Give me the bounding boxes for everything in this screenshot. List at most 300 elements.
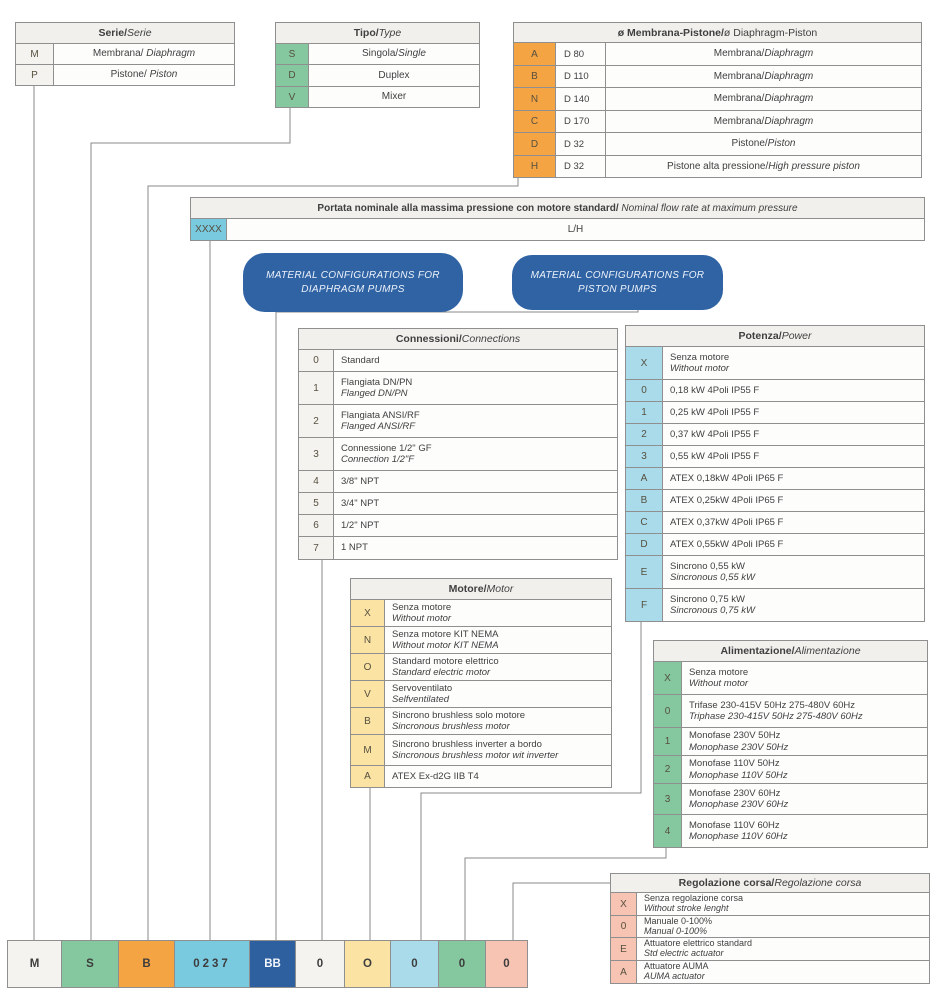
row-label-en: Sincronous 0,75 kW [670, 605, 756, 616]
row-desc [606, 156, 921, 177]
row-key-label: X [364, 607, 371, 619]
table-title-en: ø Diaphragm-Piston [723, 26, 818, 39]
row-key-label: A [364, 771, 371, 782]
row-key [626, 589, 663, 621]
row-desc [309, 44, 479, 64]
table-title-en: Type [378, 27, 402, 39]
row-key-label: X [620, 898, 627, 910]
row-desc [637, 938, 929, 960]
row-label-en: Flanged DN/PN [341, 388, 408, 399]
row-label-en: Standard electric motor [392, 667, 491, 678]
table-title-it: ø Membrana-Pistone/ [617, 26, 724, 39]
code-cell-value: M [29, 958, 40, 970]
row-key-label: 2 [313, 415, 319, 427]
row-label-en: Monophase 230V 50Hz [689, 741, 789, 753]
row-desc [309, 65, 479, 86]
table-row [350, 766, 612, 788]
row-desc [54, 65, 234, 85]
table-title-en: Connections [461, 333, 521, 345]
row-key [351, 708, 385, 734]
row-desc [663, 468, 924, 489]
row-key [299, 537, 334, 559]
table-row [350, 654, 612, 681]
table-row [625, 402, 925, 424]
row-desc [606, 133, 921, 155]
code-strip [7, 940, 528, 988]
row-key-label: X [640, 357, 648, 369]
row-key [514, 156, 556, 177]
row-label-en: Piston [149, 69, 178, 81]
row-size-label: D 32 [564, 138, 585, 150]
row-key-label: A [531, 48, 538, 60]
row-key [299, 515, 334, 536]
row-key-label: D [640, 539, 648, 550]
row-label-it: 3/8" NPT [341, 475, 380, 487]
table-row [298, 515, 618, 537]
row-key [626, 534, 663, 555]
code-cell-value: 0 [503, 958, 510, 970]
row-label-en: Sincronous brushless motor [392, 721, 510, 732]
table-row [625, 424, 925, 446]
row-desc [663, 402, 924, 423]
code-cell-value: O [363, 958, 372, 970]
row-key-label: 5 [313, 498, 319, 509]
row-desc [334, 493, 617, 514]
code-cell [390, 940, 439, 988]
row-desc [334, 438, 617, 470]
row-desc [606, 111, 921, 132]
row-label-it: Flangiata ANSI/RF [341, 409, 420, 421]
table-title-it: Regolazione corsa/ [678, 877, 775, 889]
row-desc [663, 556, 924, 588]
row-key [654, 728, 682, 755]
row-key [16, 65, 54, 85]
row-label-it: Sincrono brushless solo motore [392, 709, 526, 721]
row-label-it: Standard motore elettrico [392, 655, 499, 667]
row-key-label: 1 [641, 407, 647, 418]
row-key-label: N [530, 93, 539, 105]
row-key-label: A [640, 473, 648, 484]
row-label-en: High pressure piston [768, 160, 860, 172]
row-size [556, 66, 606, 87]
row-key-label: D [288, 70, 296, 81]
row-key-label: 7 [313, 542, 319, 554]
table-row [625, 347, 925, 380]
table-row [298, 471, 618, 493]
row-desc [682, 728, 927, 755]
row-desc [54, 44, 234, 64]
serie-table [15, 22, 235, 86]
table-row [513, 43, 922, 66]
row-key [626, 556, 663, 588]
row-key-label: 1 [664, 736, 671, 747]
table-row [610, 893, 930, 916]
row-key-label: C [640, 517, 648, 528]
row-desc [663, 446, 924, 467]
row-label-it: Senza regolazione corsa [644, 893, 744, 904]
row-label-it: 0,55 kW 4Poli IP55 F [670, 450, 760, 462]
row-label-it: 0,25 kW 4Poli IP55 F [670, 406, 760, 418]
row-desc [334, 350, 617, 371]
row-key [626, 446, 663, 467]
row-label-en: Diaphragm [146, 48, 196, 60]
portata-table [190, 197, 925, 241]
row-desc [637, 961, 929, 983]
row-desc [663, 589, 924, 621]
row-label-it: Attuatore AUMA [644, 961, 709, 972]
row-desc [334, 372, 617, 404]
row-key-label: 3 [641, 451, 647, 462]
code-cell-value: S [86, 958, 94, 970]
row-key [626, 512, 663, 533]
row-desc [682, 695, 927, 727]
table-row [15, 44, 235, 65]
connessioni-table [298, 328, 618, 560]
table-title-it: Motore/ [448, 583, 487, 595]
diametro-table [513, 22, 922, 178]
row-key-label: A [620, 966, 627, 978]
table-title-en: Power [781, 330, 812, 342]
row-desc [663, 534, 924, 555]
row-key [514, 66, 556, 87]
row-key [611, 938, 637, 960]
row-key [654, 756, 682, 783]
row-label-it: Membrana/ [713, 115, 765, 127]
table-row [513, 88, 922, 111]
row-key-label: D [530, 138, 539, 150]
row-size-label: D 80 [564, 48, 585, 60]
row-size-label: D 110 [564, 71, 589, 82]
table-title-it: Connessioni/ [395, 333, 462, 345]
table-row [625, 468, 925, 490]
row-key [626, 402, 663, 423]
row-key-label: N [363, 634, 372, 646]
row-label-it: 3/4" NPT [341, 497, 380, 509]
table-header [610, 873, 930, 893]
code-cell-value: 0 [458, 958, 466, 970]
row-desc [606, 43, 921, 65]
row-key [351, 735, 385, 765]
row-label-en: Sincronous 0,55 kW [670, 572, 756, 583]
row-label-it: 1/2" NPT [341, 519, 380, 531]
table-row [298, 372, 618, 405]
row-label-en: Diaphragm [764, 93, 814, 105]
row-label-it: Senza motore KIT NEMA [392, 628, 499, 640]
table-row [653, 695, 928, 728]
row-key [514, 111, 556, 132]
row-label-it: Standard [341, 354, 380, 366]
row-desc [682, 815, 927, 847]
row-desc: L/H [567, 223, 584, 235]
row-key-label: 0 [620, 921, 627, 932]
code-cell [249, 940, 296, 988]
table-row [513, 133, 922, 156]
row-desc [334, 515, 617, 536]
table-title-it: Alimentazione/ [720, 645, 795, 657]
row-key-label: M [30, 48, 39, 60]
table-header [625, 325, 925, 347]
code-cell [118, 940, 175, 988]
row-key-label: 0 [313, 355, 319, 366]
row-size [556, 43, 606, 65]
code-cell [61, 940, 119, 988]
row-label-it: Pistone/ [731, 138, 768, 150]
row-label-it: Monofase 230V 60Hz [689, 787, 781, 799]
table-row [275, 87, 480, 108]
row-label-it: ATEX Ex-d2G IIB T4 [392, 770, 479, 782]
row-label-en: Without motor [670, 363, 730, 374]
row-label-it: Monofase 110V 50Hz [689, 758, 780, 770]
row-desc [385, 766, 611, 787]
row-key-label: 4 [313, 476, 319, 487]
row-label-en: Single [398, 48, 426, 60]
row-label-it: Senza motore [670, 351, 730, 363]
row-key [626, 468, 663, 489]
row-key [276, 44, 309, 64]
table-row [653, 784, 928, 815]
row-key [299, 471, 334, 492]
table-row [653, 815, 928, 848]
row-label-it: Pistone alta pressione/ [667, 160, 769, 172]
row-label-en: Sincronous brushless motor wit inverter [392, 750, 559, 761]
row-label-en: Selfventilated [392, 694, 450, 705]
table-title-en: Motor [486, 583, 514, 595]
table-row [298, 438, 618, 471]
row-desc [663, 512, 924, 533]
row-key-label: H [530, 161, 539, 172]
row-desc [663, 424, 924, 445]
row-label-it: Mixer [381, 91, 407, 103]
material-box-diaphragm: MATERIAL CONFIGURATIONS FOR DIAPHRAGM PUMPS [243, 253, 463, 312]
row-key [611, 893, 637, 915]
row-key-label: M [363, 744, 372, 756]
row-key-label: 2 [641, 429, 647, 440]
row-label-it: Trifase 230-415V 50Hz 275-480V 60Hz [689, 699, 855, 711]
row-key [654, 662, 682, 694]
table-row [350, 627, 612, 654]
row-size-label: D 32 [564, 161, 585, 172]
row-key-label: 0 [641, 385, 647, 396]
row-label-en: Piston [767, 138, 796, 150]
row-size-label: D 170 [564, 116, 590, 127]
table-row [625, 512, 925, 534]
table-row [625, 490, 925, 512]
row-desc [663, 347, 924, 379]
table-row [275, 65, 480, 87]
table-title-en: Regolazione corsa [774, 877, 862, 889]
row-label-it: Senza motore [689, 666, 749, 678]
row-size-label: D 140 [564, 93, 590, 105]
table-row [653, 662, 928, 695]
row-key [351, 600, 385, 626]
row-label-en: Manual 0-100% [644, 925, 708, 936]
code-cell [295, 940, 345, 988]
row-key [654, 815, 682, 847]
row-size [556, 88, 606, 110]
row-label-en: Monophase 110V 60Hz [689, 831, 788, 842]
row-desc [682, 784, 927, 814]
row-desc [606, 88, 921, 110]
table-row [625, 534, 925, 556]
row-label-it: Sincrono brushless inverter a bordo [392, 738, 542, 750]
row-label-en: Triphase 230-415V 50Hz 275-480V 60Hz [689, 711, 863, 722]
row-key [299, 493, 334, 514]
code-cell-value: BB [264, 958, 281, 970]
table-header [298, 328, 618, 350]
table-header [275, 22, 480, 44]
row-label-en: Flanged ANSI/RF [341, 421, 416, 432]
row-key [626, 490, 663, 511]
row-label-it: Duplex [378, 69, 410, 81]
portata-header [190, 197, 925, 219]
table-row [610, 938, 930, 961]
row-desc [385, 627, 611, 653]
row-size [556, 156, 606, 177]
row-size [556, 111, 606, 132]
row-desc [606, 66, 921, 87]
row-key [351, 766, 385, 787]
row-label-it: Sincrono 0,75 kW [670, 593, 745, 605]
row-label-it: Singola/ [362, 48, 399, 60]
row-key [16, 44, 54, 64]
code-cell-value: 0237 [193, 958, 231, 970]
row-label-en: Diaphragm [764, 48, 814, 60]
row-label-it: 0,18 kW 4Poli IP55 F [670, 384, 760, 396]
table-row [298, 537, 618, 560]
tipo-table [275, 22, 480, 108]
portata-title-it: Portata nominale alla massima pressione con motore standard/ [317, 202, 622, 214]
row-desc [385, 654, 611, 680]
row-label-it: Pistone/ [110, 69, 150, 81]
row-desc [385, 735, 611, 765]
row-key-label: 1 [313, 382, 319, 394]
row-key-label: 0 [664, 705, 671, 717]
table-title-it: Serie/ [98, 27, 128, 39]
row-key-label: F [640, 599, 648, 611]
table-row [298, 493, 618, 515]
row-desc [334, 471, 617, 492]
motore-table [350, 578, 612, 788]
table-row [275, 44, 480, 65]
regolazione-table [610, 873, 930, 984]
table-row [625, 380, 925, 402]
row-key-label: E [620, 943, 627, 955]
code-cell [7, 940, 62, 988]
row-label-it: Monofase 230V 50Hz [689, 730, 781, 742]
row-key-label: 6 [313, 520, 319, 531]
code-cell-value: 0 [316, 958, 324, 970]
row-key [514, 43, 556, 65]
table-row [625, 556, 925, 589]
row-desc [385, 681, 611, 707]
row-key-label: P [31, 69, 38, 81]
row-desc [385, 708, 611, 734]
row-key-label: V [288, 91, 296, 103]
row-key [514, 133, 556, 155]
row-size [556, 133, 606, 155]
row-label-en: Without motor KIT NEMA [392, 640, 499, 651]
row-label-it: 1 NPT [341, 542, 368, 554]
row-key [351, 681, 385, 707]
row-key [351, 627, 385, 653]
potenza-table [625, 325, 925, 622]
table-title-it: Tipo/ [353, 27, 379, 39]
row-key [351, 654, 385, 680]
row-desc [385, 600, 611, 626]
row-key [299, 372, 334, 404]
row-key-label: 4 [664, 825, 671, 837]
row-label-it: Servoventilato [392, 682, 453, 694]
row-label-it: Senza motore [392, 601, 452, 613]
row-label-it: Attuatore elettrico standard [644, 938, 753, 949]
row-key [276, 87, 309, 107]
row-desc [309, 87, 479, 107]
row-label-en: AUMA actuator [644, 971, 705, 981]
row-label-en: Without motor [689, 678, 749, 689]
table-header [653, 640, 928, 662]
code-cell-value: 0 [411, 958, 418, 970]
table-header [513, 22, 922, 43]
row-desc [663, 380, 924, 401]
table-title-en: Serie [127, 27, 152, 39]
row-label-en: Without stroke lenght [644, 903, 729, 913]
row-label-en: Monophase 110V 50Hz [689, 769, 788, 781]
row-key [611, 961, 637, 983]
row-desc [682, 756, 927, 783]
row-key [654, 695, 682, 727]
row-key-label: E [640, 566, 648, 578]
row-desc [637, 916, 929, 937]
code-cell [174, 940, 250, 988]
row-desc [682, 662, 927, 694]
row-key [276, 65, 309, 86]
row-label-it: Sincrono 0,55 kW [670, 560, 745, 572]
row-key [626, 424, 663, 445]
row-label-it: Membrana/ [713, 93, 765, 105]
table-row [513, 111, 922, 133]
row-key [626, 347, 663, 379]
row-label-it: Monofase 110V 60Hz [689, 819, 780, 831]
row-key-label: O [363, 661, 372, 673]
portata-title-en: Nominal flow rate at maximum pressure [621, 202, 798, 214]
table-header [15, 22, 235, 44]
table-row [653, 756, 928, 784]
row-key-label: S [288, 48, 296, 60]
row-key [514, 88, 556, 110]
code-cell-value: B [142, 958, 151, 970]
row-key-label: 2 [664, 764, 671, 775]
row-key-label: V [364, 688, 371, 700]
row-label-it: Membrana/ [713, 48, 765, 60]
table-row [513, 66, 922, 88]
row-key [654, 784, 682, 814]
row-desc [334, 405, 617, 437]
row-label-en: Diaphragm [764, 70, 814, 82]
table-row [350, 708, 612, 735]
row-label-en: Std electric actuator [644, 948, 724, 958]
row-key [299, 350, 334, 371]
row-label-en: Connection 1/2"F [341, 454, 415, 465]
table-row [15, 65, 235, 86]
row-key-label: B [531, 71, 538, 82]
table-row [625, 446, 925, 468]
table-header [350, 578, 612, 600]
alimentazione-table [653, 640, 928, 848]
row-key [626, 380, 663, 401]
table-title-en: Alimentazione [794, 645, 861, 657]
code-cell [485, 940, 528, 988]
row-label-it: ATEX 0,18kW 4Poli IP65 F [670, 472, 784, 484]
